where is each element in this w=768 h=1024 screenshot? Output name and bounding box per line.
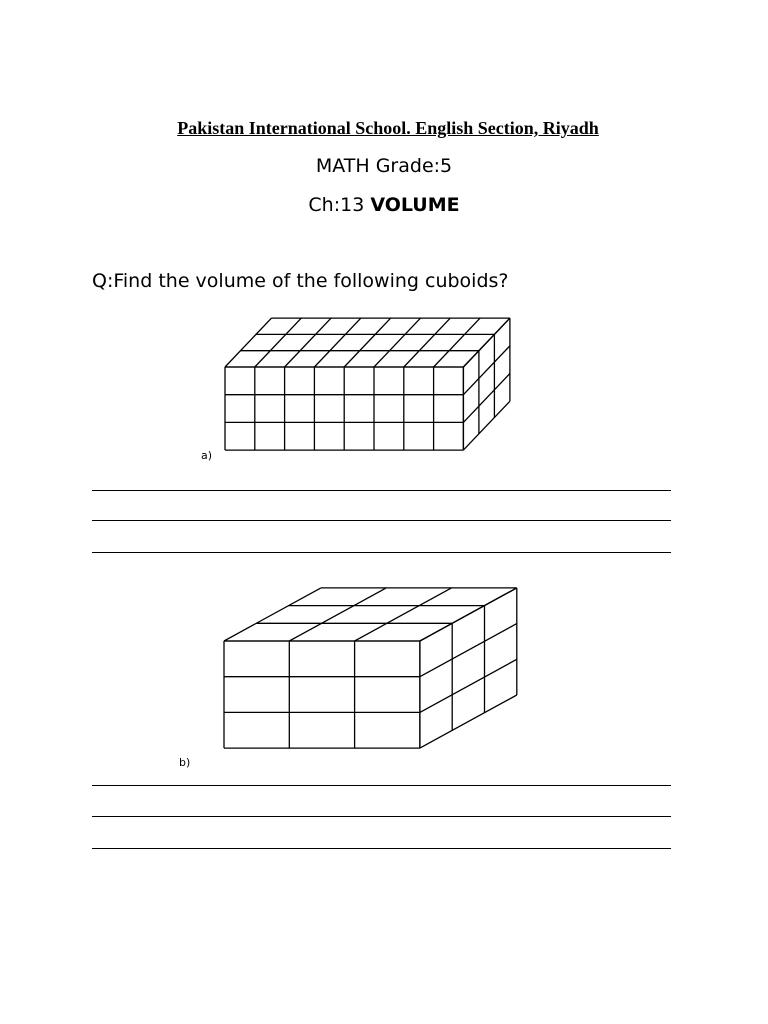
answer-line[interactable] [92,520,671,521]
answer-line[interactable] [92,785,671,786]
side-grid-line [420,624,517,677]
top-grid-line [224,588,321,641]
answer-line[interactable] [92,816,671,817]
answer-line[interactable] [92,552,671,553]
answer-line[interactable] [92,848,671,849]
question-text: Q:Find the volume of the following cuboids? [92,270,509,292]
answer-line[interactable] [92,490,671,491]
school-title: Pakistan International School. English Section, Riyadh [177,118,599,138]
side-grid-line [420,588,517,641]
top-grid-line [289,588,386,641]
item-label-a: a) [201,449,213,462]
subject-grade: MATH Grade:5 [315,155,453,177]
item-label-b: b) [179,756,191,769]
side-grid-line [420,695,517,748]
top-grid-line [355,588,452,641]
chapter-number: Ch:13 [308,194,371,216]
side-grid-line [420,659,517,712]
chapter-title: VOLUME [370,194,460,216]
